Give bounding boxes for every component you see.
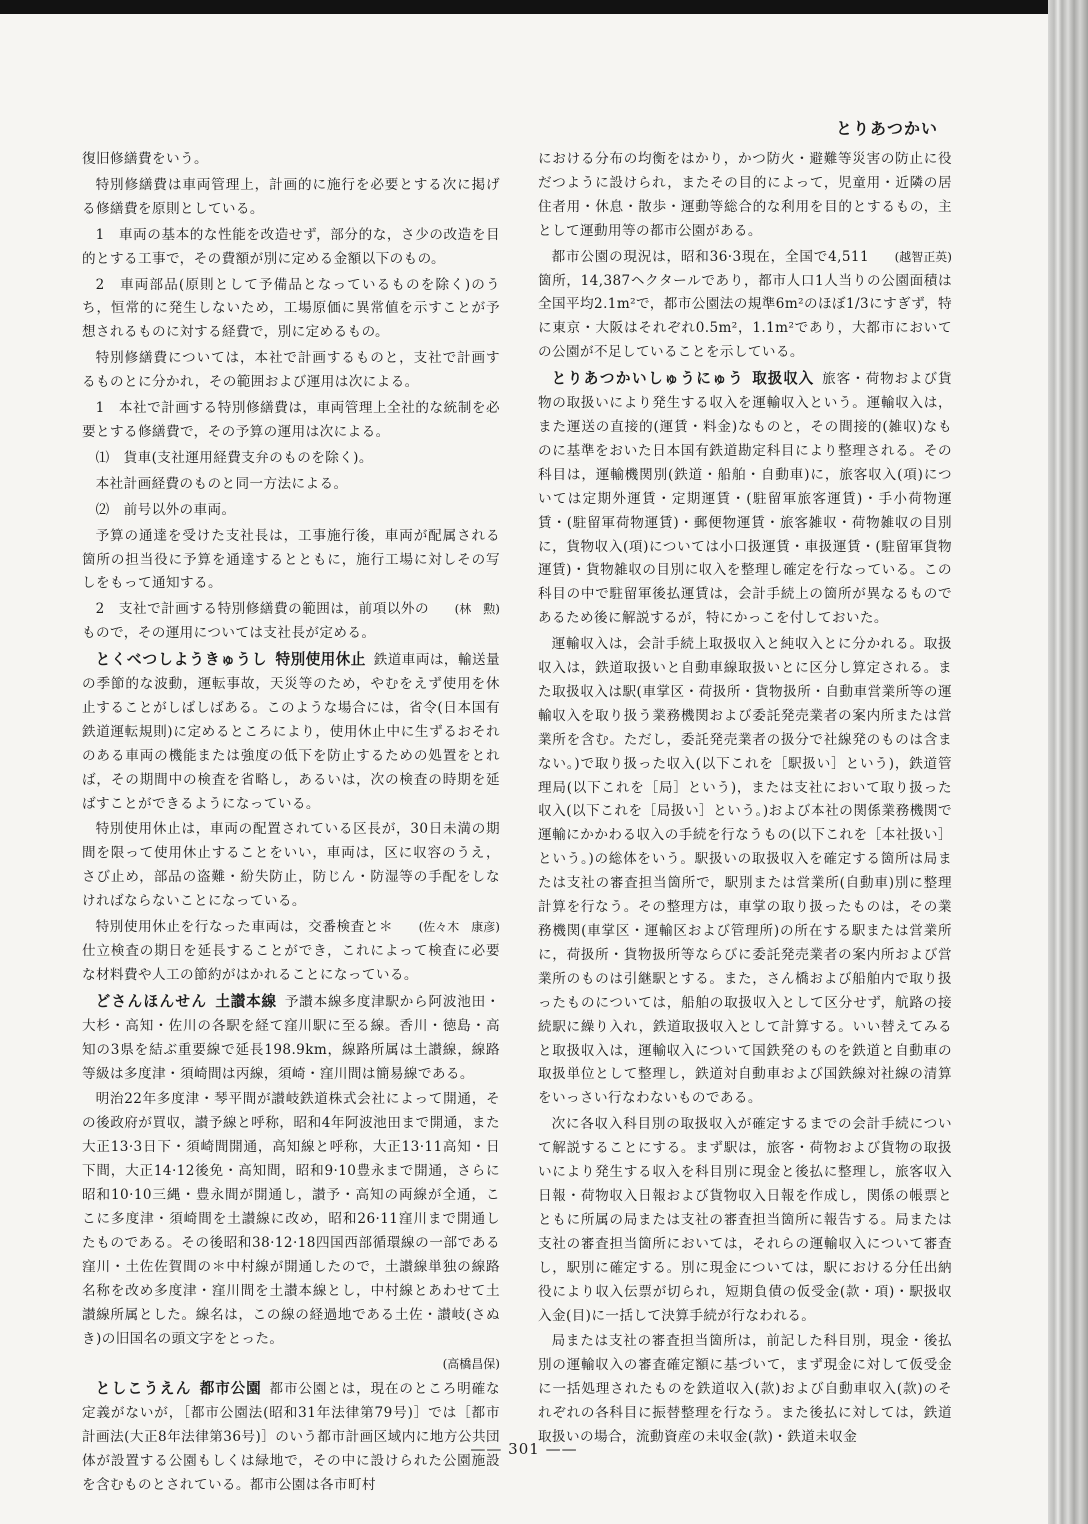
author-credit: (高橋昌保) bbox=[442, 1357, 500, 1372]
paragraph-text: 本社計画経費のものと同一方法による。 bbox=[95, 475, 348, 492]
paragraph-text: 次に各収入科目別の取扱収入が確定するまでの会計手続について解説することにする。まず駅は，旅客・荷物および貨物の取扱いにより発生する収入を科目別に現金と後払に整理し，旅客収入日報・荷物収入日報および貨物収入日報を作成し，関係の帳票とともに所属の局または支社の審査担当箇所に報告する。局または支社の審査担当箇所においては，それらの運輸収入について審査し，駅別に確定する。別に現金については，駅における分任出納役により収入伝票が切られ，短期負債の仮受金(款・項)・駅扱収入金(目)に一括して決算手続が行なわれる。 bbox=[538, 1116, 952, 1324]
body-paragraph bbox=[538, 148, 952, 244]
entry-term: 取扱収入 bbox=[752, 370, 815, 388]
paragraph-text: 復旧修繕費をいう。 bbox=[82, 151, 208, 167]
body-paragraph bbox=[82, 347, 500, 395]
body-paragraph bbox=[82, 916, 500, 988]
body-paragraph bbox=[82, 397, 500, 445]
footer-dash-left: —— bbox=[470, 1440, 503, 1458]
author-credit: (林 勲) bbox=[454, 602, 500, 617]
dictionary-entry bbox=[82, 1377, 503, 1498]
left-column bbox=[82, 148, 500, 1494]
entry-term: 土讃本線 bbox=[215, 992, 277, 1010]
paragraph-text: 2 車両部品(原則として予備品となっているものを除く)のうち，恒常的に発生しないため，工場原価に異常値を示すことが予想されるものに対する経費で，別に定めるもの。 bbox=[82, 276, 500, 341]
paragraph-text: 予算の通達を受けた支社長は，工事施行後，車両が配属される箇所の担当役に予算を通達するとともに，施行工場に対しその写しをもって通知する。 bbox=[82, 527, 500, 592]
entry-headword-reading: としこうえん bbox=[95, 1380, 192, 1398]
body-paragraph bbox=[538, 1113, 952, 1328]
entry-term: 都市公園 bbox=[199, 1380, 262, 1398]
body-paragraph bbox=[82, 224, 500, 272]
paragraph-text: 明治22年多度津・琴平間が讃岐鉄道株式会社によって開通，その後政府が買収，讃予線と呼称，昭和4年阿波池田まで開通，また大正13·3日下・須崎間開通，高知線と呼称，大正13·11高知・日下間，大正14·12後免・高知間，昭和9·10豊永まで開通，さらに昭和10·10三縄・豊永間が開通し，讃予・高知の両線が全通，ここに多度津・須崎間を土讃線に改め，昭和26·11窪川まで開通したものである。その後昭和38·12·18四国西部循環線の一部である窪川・土佐佐賀間の＊中村線が開通したので，土讃線単独の線路名称を改め多度津・窪川間を土讃本線とし，中村線とあわせて土讃線所属とした。線名は，この線の経過地である土佐・讃岐(さぬき)の旧国名の頭文字をとった。 bbox=[82, 1091, 500, 1347]
entry-headword-reading: とりあつかいしゅうにゅう bbox=[551, 370, 745, 388]
paragraph-text: 特別使用休止を行なった車両は，交番検査と＊仕立検査の期日を延長することができ，これによって検査に必要な材料費や人工の節約がはかれることになっている。 bbox=[82, 919, 500, 983]
entry-text: 予讃本線多度津駅から阿波池田・大杉・高知・佐川の各駅を経て窪川駅に至る線。香川・徳島・高知の3県を結ぶ重要線で延長198.9km，線路所属は土讃線，線路等級は多度津・須崎間は丙線，須崎・窪川間は簡易線である。 bbox=[82, 993, 500, 1082]
body-paragraph bbox=[82, 473, 500, 497]
paragraph-text: 特別修繕費は車両管理上，計画的に施行を必要とする次に掲げる修繕費を原則としている。 bbox=[82, 176, 500, 217]
body-paragraph bbox=[538, 1330, 952, 1450]
page-number: 301 bbox=[508, 1440, 540, 1458]
dictionary-entry bbox=[538, 367, 952, 631]
running-header: とりあつかい bbox=[835, 119, 938, 138]
body-paragraph bbox=[538, 246, 952, 366]
entry-text: 鉄道車両は，輸送量の季節的な波動，運転事故，天災等のため，やむをえず使用を休止することがしばしばある。このような場合には，省令(日本国有鉄道運転規則)に定めるところにより，使用休止中に生ずるおそれのある車両の機能または強度の低下を防止するための処置をとれば，その期間中の検査を省略し，あるいは，次の検査の時期を延ばすことができるようになっている。 bbox=[82, 652, 500, 812]
entry-text: 都市公園とは，現在のところ明確な定義がないが，［都市公園法(昭和31年法律第79号)］では［都市計画法(大正8年法律第36号)］のいう都市計画区域内に地方公共団体が設置する公園もしくは緑地で，その中に設けられた公園施設を含むものとされている。都市公園は各市町村 bbox=[82, 1381, 500, 1494]
dictionary-entry bbox=[82, 648, 500, 816]
paragraph-text: ⑴ 貨車(支社運用経費支弁のものを除く)。 bbox=[95, 449, 373, 466]
body-paragraph bbox=[82, 1088, 500, 1351]
body-paragraph bbox=[82, 598, 500, 646]
right-column bbox=[538, 148, 952, 1446]
scan-top-edge bbox=[0, 0, 1088, 14]
page-footer bbox=[0, 1440, 1048, 1458]
dictionary-entry bbox=[82, 990, 500, 1087]
body-paragraph bbox=[82, 148, 500, 172]
paragraph-text: ⑵ 前号以外の車両。 bbox=[95, 501, 236, 518]
paragraph-text: 特別修繕費については，本社で計画するものと，支社で計画するものとに分かれ，その範囲および運用は次による。 bbox=[82, 350, 500, 391]
author-credit: (越智正英) bbox=[894, 249, 952, 264]
body-paragraph bbox=[82, 818, 500, 914]
body-paragraph bbox=[82, 447, 500, 471]
author-credit: (佐々木 康彦) bbox=[418, 920, 500, 935]
paragraph-text: 1 本社で計画する特別修繕費は，車両管理上全社的な統制を必要とする修繕費で，その予算の運用は次による。 bbox=[82, 400, 500, 440]
footer-dash-right: —— bbox=[545, 1440, 578, 1458]
paragraph-text: 2 支社で計画する特別修繕費の範囲は，前項以外のもので，その運用については支社長が定める。 bbox=[82, 601, 430, 642]
book-spine-edge bbox=[1048, 0, 1088, 1524]
entry-headword-reading: とくべつしようきゅうし bbox=[95, 651, 268, 669]
entry-text: 旅客・荷物および貨物の取扱いにより発生する収入を運輸収入という。運輸収入は，また運送の直接的(運賃・料金)なものと，その間接的(雑収)なものに基準をおいた日本国有鉄道勘定科目により整理される。その科目は，運輸機関別(鉄道・船舶・自動車)に，旅客収入(項)については定期外運賃・定期運賃・(駐留軍旅客運賃)・手小荷物運賃・(駐留軍荷物運賃)・郵便物運賃・旅客雑収・荷物雑収の目別に，貨物収入(項)については小口扱運賃・車扱運賃・(駐留軍貨物運賃)・貨物雑収の目別に収入を整理し確定を行なっている。この科目の中で駐留軍後払運賃は，会計手続上の箇所が異なるものであるため後に解説するが，特にかっこを付しておいた。 bbox=[538, 371, 952, 627]
body-paragraph bbox=[82, 525, 500, 597]
body-paragraph bbox=[82, 274, 500, 346]
body-paragraph bbox=[82, 499, 500, 523]
entry-term: 特別使用休止 bbox=[275, 651, 366, 669]
paragraph-text: 運輸収入は，会計手続上取扱収入と純収入とに分かれる。取扱収入は，鉄道取扱いと自動車線取扱いとに区分し算定される。また取扱収入は駅(車掌区・荷扱所・貨物扱所・自動車営業所等の運輸収入を取り扱う業務機関および委託発売業者の案内所または営業所を含む。ただし，委託発売業者の扱分で社線発のものは含まない。)で取り扱った収入(以下これを［駅扱い］という)，鉄道管理局(以下これを［局］という)，または支社において取り扱った収入(以下これを［局扱い］という。)および本社の関係業務機関で運輸にかかわる収入の手続を行なうもの(以下これを［本社扱い］という。)の総体をいう。駅扱いの取扱収入を確定する箇所は局または支社の審査担当箇所で，駅別または営業所(自動車)別に整理計算を行なう。その整理方は，車掌の取り扱ったものは，その業務機関(車掌区・運輸区および管理所)の所在する駅または営業所に，荷扱所・貨物扱所等ならびに委託発売業者の案内所および営業所のものは引継駅とする。また，さん橋および船舶内で取り扱ったものについては，船舶の取扱収入として区分せず，航路の接続駅に繰り入れ，鉄道取扱収入として計算する。いい替えてみると取扱収入は，運輸収入について国鉄発のものを鉄道と自動車の取扱単位として整理し，鉄道対自動車および国鉄線対社線の清算をいっさい行なわないものである。 bbox=[538, 636, 952, 1107]
body-paragraph bbox=[538, 633, 952, 1111]
paragraph-text: 1 車両の基本的な性能を改造せず，部分的な，さ少の改造を目的とする工事で，その費額が別に定める金額以下のもの。 bbox=[82, 226, 500, 267]
paragraph-text: 局または支社の審査担当箇所は，前記した科目別，現金・後払別の運輸収入の審査確定額に基づいて，まず現金に対して仮受金に一括処理されたものを鉄道収入(款)および自動車収入(款)のそれぞれの各科目に振替整理を行なう。また後払に対しては，鉄道取扱いの場合，流動資産の未収金(款)・鉄道未収金 bbox=[538, 1333, 952, 1446]
entry-headword-reading: どさんほんせん bbox=[95, 992, 208, 1010]
paragraph-text: における分布の均衡をはかり，かつ防火・避難等災害の防止に役だつように設けられ，またその目的によって，児童用・近隣の居住者用・休息・散歩・運動等総合的な利用を目的とするもの，主として運動用等の都市公園がある。 bbox=[538, 151, 952, 239]
body-paragraph bbox=[82, 174, 500, 222]
paragraph-text: 都市公園の現況は，昭和36·3現在，全国で4,511箇所，14,387ヘクタールであり，都市人口1人当りの公園面積は全国平均2.1m²で，都市公園法の規準6m²のほぼ1/3にすぎず，特に東京・大阪はそれぞれ0.5m²，1.1m²であり，大都市においての公園が不足していることを示している。 bbox=[538, 248, 952, 361]
paragraph-text: 特別使用休止は，車両の配置されている区長が，30日未満の期間を限って使用休止することをいい，車両は，区に収容のうえ，さび止め，部品の盗難・紛失防止，防じん・防湿等の手配をしなければならないことになっている。 bbox=[82, 821, 500, 910]
